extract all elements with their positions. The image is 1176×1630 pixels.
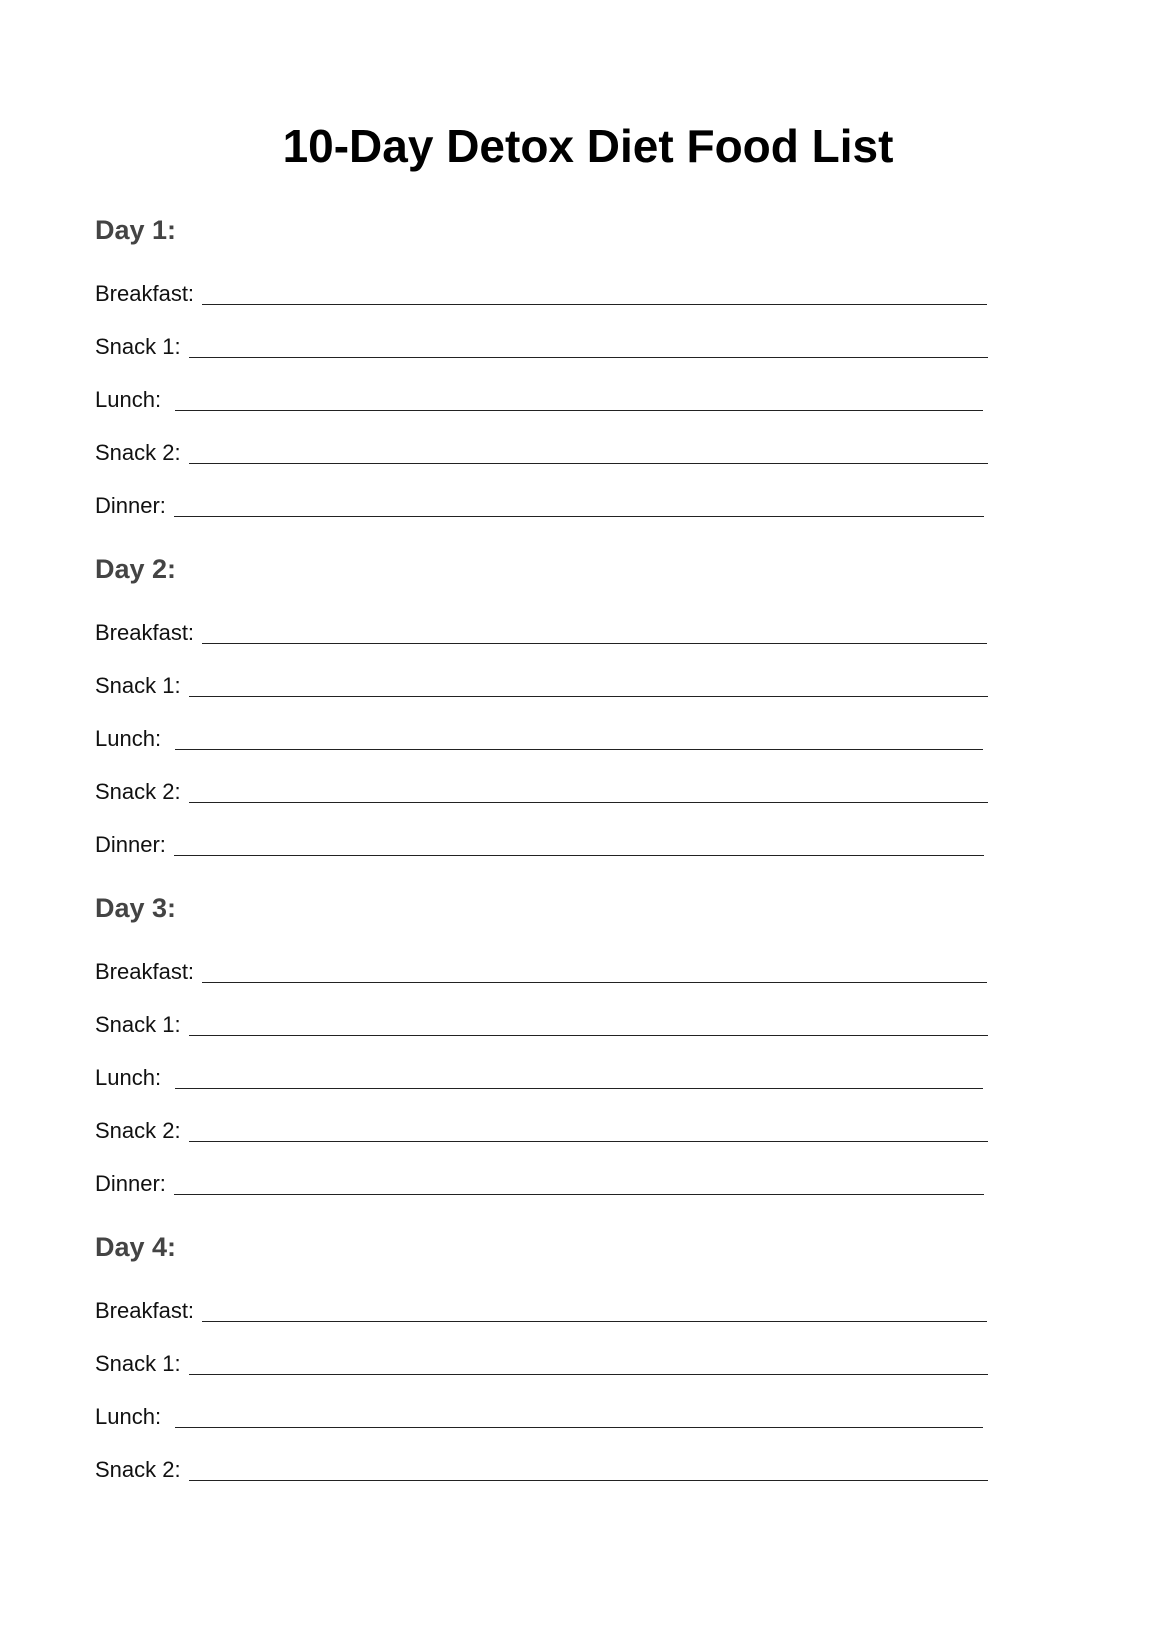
meal-row-lunch (95, 721, 983, 753)
meal-row-snack-1 (95, 668, 988, 700)
meal-label: Lunch: (95, 726, 162, 751)
meal-row-snack-1 (95, 329, 988, 361)
meal-row-breakfast (95, 954, 987, 986)
write-in-line[interactable] (175, 1403, 983, 1428)
meal-row-breakfast (95, 276, 987, 308)
meal-row-snack-1 (95, 1346, 988, 1378)
meal-row-lunch (95, 382, 983, 414)
day-heading: Day 2: (95, 554, 177, 584)
meal-label: Lunch: (95, 1065, 162, 1090)
meal-row-breakfast (95, 615, 987, 647)
meal-row-snack-2 (95, 1113, 988, 1145)
write-in-line[interactable] (189, 1117, 988, 1142)
meal-label: Dinner: (95, 832, 166, 857)
meal-label: Snack 1: (95, 334, 181, 359)
meal-row-dinner (95, 488, 984, 520)
write-in-line[interactable] (189, 778, 988, 803)
day-heading: Day 3: (95, 893, 177, 923)
meal-row-snack-2 (95, 1452, 988, 1484)
meal-row-lunch (95, 1060, 983, 1092)
write-in-line[interactable] (174, 831, 984, 856)
meal-row-lunch (95, 1399, 983, 1431)
write-in-line[interactable] (202, 958, 987, 983)
page-title: 10-Day Detox Diet Food List (282, 120, 894, 172)
write-in-line[interactable] (189, 1350, 988, 1375)
day-heading: Day 4: (95, 1232, 177, 1262)
meal-label: Breakfast: (95, 1298, 195, 1323)
write-in-line[interactable] (189, 1011, 988, 1036)
meal-label: Snack 1: (95, 673, 181, 698)
meal-label: Dinner: (95, 1171, 166, 1196)
write-in-line[interactable] (189, 1456, 988, 1481)
meal-label: Snack 2: (95, 1118, 181, 1143)
write-in-line[interactable] (202, 1297, 987, 1322)
meal-label: Dinner: (95, 493, 166, 518)
meal-label: Lunch: (95, 1404, 162, 1429)
write-in-line[interactable] (174, 492, 984, 517)
meal-label: Breakfast: (95, 959, 195, 984)
write-in-line[interactable] (189, 333, 988, 358)
meal-label: Snack 2: (95, 779, 181, 804)
meal-row-snack-2 (95, 774, 988, 806)
meal-row-dinner (95, 827, 984, 859)
meal-label: Snack 2: (95, 1457, 181, 1482)
write-in-line[interactable] (175, 725, 983, 750)
write-in-line[interactable] (202, 280, 987, 305)
meal-label: Snack 1: (95, 1012, 181, 1037)
write-in-line[interactable] (174, 1170, 984, 1195)
meal-label: Lunch: (95, 387, 162, 412)
meal-label: Snack 1: (95, 1351, 181, 1376)
meal-row-breakfast (95, 1293, 987, 1325)
meal-label: Breakfast: (95, 620, 195, 645)
meal-label: Breakfast: (95, 281, 195, 306)
write-in-line[interactable] (189, 672, 988, 697)
meal-row-snack-2 (95, 435, 988, 467)
write-in-line[interactable] (175, 386, 983, 411)
meal-row-dinner (95, 1166, 984, 1198)
day-heading: Day 1: (95, 215, 177, 245)
meal-label: Snack 2: (95, 440, 181, 465)
write-in-line[interactable] (202, 619, 987, 644)
write-in-line[interactable] (175, 1064, 983, 1089)
meal-row-snack-1 (95, 1007, 988, 1039)
write-in-line[interactable] (189, 439, 988, 464)
